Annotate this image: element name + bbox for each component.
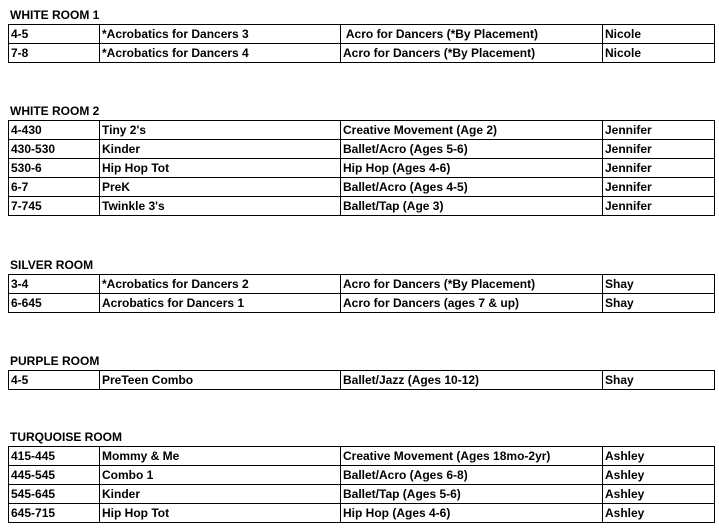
table-row <box>9 466 715 485</box>
teacher-cell: Ashley <box>603 447 715 466</box>
class-name-cell: Hip Hop Tot <box>100 504 341 523</box>
time-cell: 545-645 <box>9 485 100 504</box>
room-title: WHITE ROOM 2 <box>10 104 100 118</box>
table-row <box>9 44 715 63</box>
class-name-cell: Kinder <box>100 485 341 504</box>
time-cell: 7-745 <box>9 197 100 216</box>
time-cell: 445-545 <box>9 466 100 485</box>
room-schedule-table <box>8 370 715 390</box>
class-name-cell: Tiny 2's <box>100 121 341 140</box>
room-title: TURQUOISE ROOM <box>10 430 123 444</box>
style-cell: Ballet/Jazz (Ages 10-12) <box>341 371 603 390</box>
table-row <box>9 371 715 390</box>
table-row <box>9 159 715 178</box>
teacher-cell: Shay <box>603 275 715 294</box>
teacher-cell: Ashley <box>603 504 715 523</box>
class-name-cell: Combo 1 <box>100 466 341 485</box>
style-cell: Hip Hop (Ages 4-6) <box>341 504 603 523</box>
time-cell: 530-6 <box>9 159 100 178</box>
table-row <box>9 197 715 216</box>
teacher-cell: Shay <box>603 371 715 390</box>
table-row <box>9 140 715 159</box>
style-cell: Acro for Dancers (*By Placement) <box>341 275 603 294</box>
style-cell: Creative Movement (Age 2) <box>341 121 603 140</box>
teacher-cell: Nicole <box>603 44 715 63</box>
room-schedule-table <box>8 446 715 523</box>
style-cell: Ballet/Acro (Ages 5-6) <box>341 140 603 159</box>
table-row <box>9 447 715 466</box>
style-cell: Ballet/Acro (Ages 4-5) <box>341 178 603 197</box>
time-cell: 4-5 <box>9 25 100 44</box>
table-row <box>9 275 715 294</box>
table-row <box>9 504 715 523</box>
room-title: PURPLE ROOM <box>10 354 100 368</box>
teacher-cell: Jennifer <box>603 140 715 159</box>
time-cell: 645-715 <box>9 504 100 523</box>
class-name-cell: Mommy & Me <box>100 447 341 466</box>
class-name-cell: PreK <box>100 178 341 197</box>
class-name-cell: Twinkle 3's <box>100 197 341 216</box>
teacher-cell: Jennifer <box>603 197 715 216</box>
class-name-cell: *Acrobatics for Dancers 4 <box>100 44 341 63</box>
time-cell: 430-530 <box>9 140 100 159</box>
table-row <box>9 121 715 140</box>
room-title: WHITE ROOM 1 <box>10 8 100 22</box>
style-cell: Ballet/Acro (Ages 6-8) <box>341 466 603 485</box>
room-schedule-table <box>8 120 715 216</box>
style-cell: Acro for Dancers (ages 7 & up) <box>341 294 603 313</box>
time-cell: 6-7 <box>9 178 100 197</box>
teacher-cell: Ashley <box>603 485 715 504</box>
room-schedule-table <box>8 24 715 63</box>
time-cell: 7-8 <box>9 44 100 63</box>
style-cell: Acro for Dancers (*By Placement) <box>341 25 603 44</box>
style-cell: Ballet/Tap (Ages 5-6) <box>341 485 603 504</box>
class-name-cell: *Acrobatics for Dancers 2 <box>100 275 341 294</box>
time-cell: 415-445 <box>9 447 100 466</box>
time-cell: 4-5 <box>9 371 100 390</box>
teacher-cell: Ashley <box>603 466 715 485</box>
time-cell: 6-645 <box>9 294 100 313</box>
style-cell: Creative Movement (Ages 18mo-2yr) <box>341 447 603 466</box>
room-title: SILVER ROOM <box>10 258 94 272</box>
teacher-cell: Jennifer <box>603 178 715 197</box>
time-cell: 4-430 <box>9 121 100 140</box>
room-schedule-table <box>8 274 715 313</box>
table-row <box>9 294 715 313</box>
table-row <box>9 485 715 504</box>
table-row <box>9 178 715 197</box>
class-name-cell: *Acrobatics for Dancers 3 <box>100 25 341 44</box>
style-cell: Acro for Dancers (*By Placement) <box>341 44 603 63</box>
teacher-cell: Shay <box>603 294 715 313</box>
teacher-cell: Nicole <box>603 25 715 44</box>
style-cell: Hip Hop (Ages 4-6) <box>341 159 603 178</box>
style-cell: Ballet/Tap (Age 3) <box>341 197 603 216</box>
class-name-cell: Acrobatics for Dancers 1 <box>100 294 341 313</box>
time-cell: 3-4 <box>9 275 100 294</box>
class-name-cell: Hip Hop Tot <box>100 159 341 178</box>
teacher-cell: Jennifer <box>603 159 715 178</box>
class-name-cell: PreTeen Combo <box>100 371 341 390</box>
class-name-cell: Kinder <box>100 140 341 159</box>
table-row <box>9 25 715 44</box>
teacher-cell: Jennifer <box>603 121 715 140</box>
